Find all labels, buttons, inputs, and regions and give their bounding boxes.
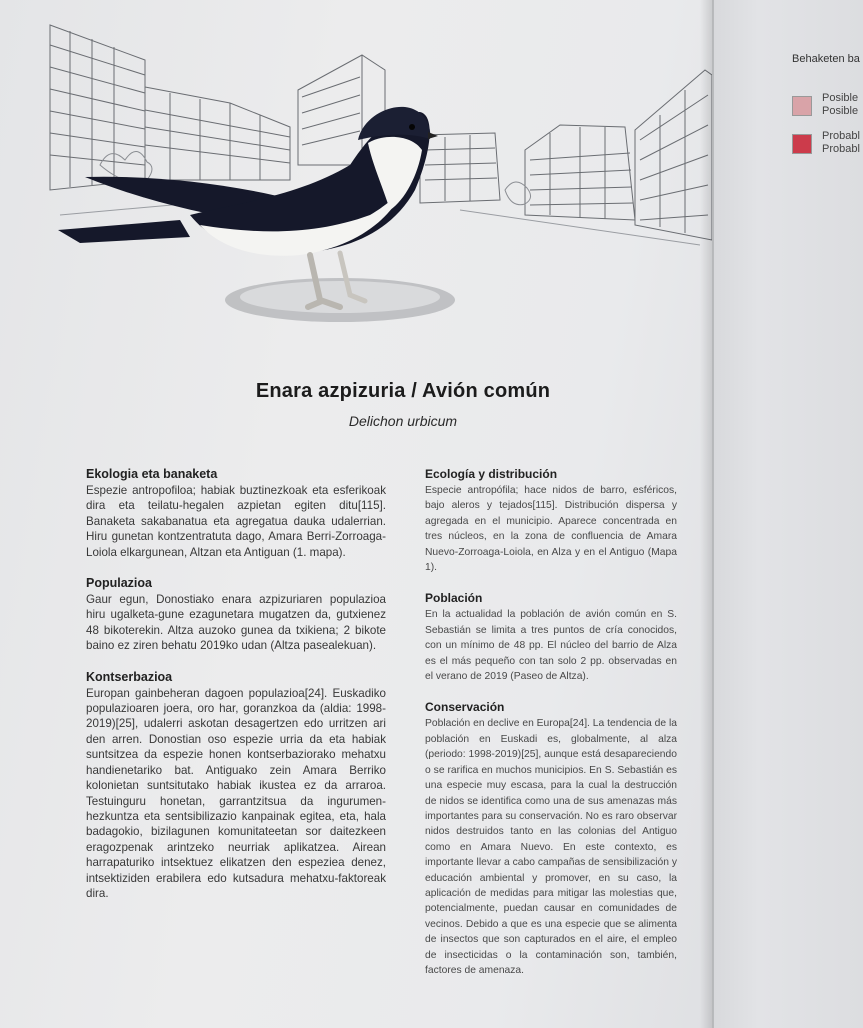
section-conservation-basque xyxy=(86,669,386,902)
legend-label: Posible Posible xyxy=(822,92,859,117)
species-title: Enara azpizuria / Avión común xyxy=(255,380,551,402)
section-body: Espezie antropofiloa; habiak buztinezkoak eta esferikoak dira eta teilatu-hegalen azpietan egiten ditu[115]. Banaketa sakabanatua eta agregatua dauka udalerrian. Hiru gunetan kontzentratuta dago, Amara Berri-Zorroaga-Loiola elkargunean, Altzan eta Antiguan (1. mapa). xyxy=(86,484,386,559)
basque-column xyxy=(86,466,386,916)
section-body: Población en declive en Europa[24]. La tendencia de la población en Euskadi es, globalmente, al alza (periodo: 1998-2019)[25], aunque está desapareciendo o se rarifica en muchos municipios. En S. Sebastián es una especie muy escasa, para la cual la destrucción de nidos se identifica como una de sus amenazas más importantes para su conservación. No es raro observar nidos destruidos tanto en las colonias del Antiguo como en Amara Nuevo. En este contexto, es importante llevar a cabo campañas de sensibilización y educación ambiental y promover, en su caso, la aplicación de medidas para mitigar las molestias que, potencialmente, puedan causar en comunidades de vecinos. Debido a que es una especie que se alimenta de insectos que son capturados en el aire, el empleo de insecticidas o la contaminación son, también, factores de amenaza. xyxy=(425,718,677,976)
legend-swatch xyxy=(792,134,812,154)
section-body: En la actualidad la población de avión común en S. Sebastián se limita a tres puntos de cría conocidos, con un mínimo de 48 pp. El núcleo del barrio de Alza es el más pequeño con tan solo 2 pp. observadas en el verano de 2019 (Paseo de Altza). xyxy=(425,609,677,683)
spanish-column xyxy=(425,466,677,993)
section-heading: Ekologia eta banaketa xyxy=(86,467,218,481)
right-page xyxy=(714,0,863,1028)
section-body: Especie antropófila; hace nidos de barro, esféricos, bajo aleros y tejados[115]. Distribución dispersa y agregada en el municipio. Aparece concentrada en tres núcleos, en la zona de confluencia de Amara Nuevo-Zorroaga-Loiola, en Alza y en el Antiguo (Mapa 1). xyxy=(425,485,677,574)
legend-title: Behaketen ba xyxy=(792,53,860,65)
legend-swatch xyxy=(792,96,812,116)
section-body: Gaur egun, Donostiako enara azpizuriaren populazioa hiru ugalketa-gune ezagunetara mugatzen da, gutxienez 48 bikoterekin. Altza auzoko gunea da txikiena; 2 bikote baino ez ziren behatu 2019ko udan (Altza pasealekuan). xyxy=(86,593,386,653)
scientific-name: Delichon urbicum xyxy=(348,413,458,429)
house-martin-illustration xyxy=(40,15,712,345)
section-heading: Populazioa xyxy=(86,576,152,591)
section-ecology-spanish xyxy=(425,466,677,575)
section-body: Europan gainbeheran dagoen populazioa[24]. Euskadiko populazioaren joera, oro har, goranzkoa da (aldia: 1998-2019)[25], udalerri askotan desagertzen edo urritzen ari den arren. Donostian oso espezie urria da eta habiak suntsitzea da espezie honen kontserbaziorako mehatxu handienetariko bat. Antiguako zein Amara Berriko kolonietan suntsitutako habiak ikustea ez da arraroa. Testuinguru honetan, garrantzitsua da ingurumen-hezkuntza eta sentsibilizazio kanpainak egitea, eta, hala badagokio, bizilagunen komunitateetan sor daitezkeen eragozpenak arintzeko neurriak aplikatzea. Airean harrapaturiko intsektuez elikatzen den espeziea denez, intsektiziden erabilera edo kutsadura mehatxu-faktoreak dira. xyxy=(86,686,386,900)
section-heading: Ecología y distribución xyxy=(425,467,558,481)
legend-label: Probabl Probabl xyxy=(822,130,860,155)
section-heading: Población xyxy=(425,591,483,606)
section-population-spanish xyxy=(425,590,677,684)
section-heading: Conservación xyxy=(425,700,505,715)
section-ecology-basque xyxy=(86,466,386,560)
section-conservation-spanish xyxy=(425,699,677,978)
section-population-basque xyxy=(86,575,386,654)
section-heading: Kontserbazioa xyxy=(86,669,173,684)
